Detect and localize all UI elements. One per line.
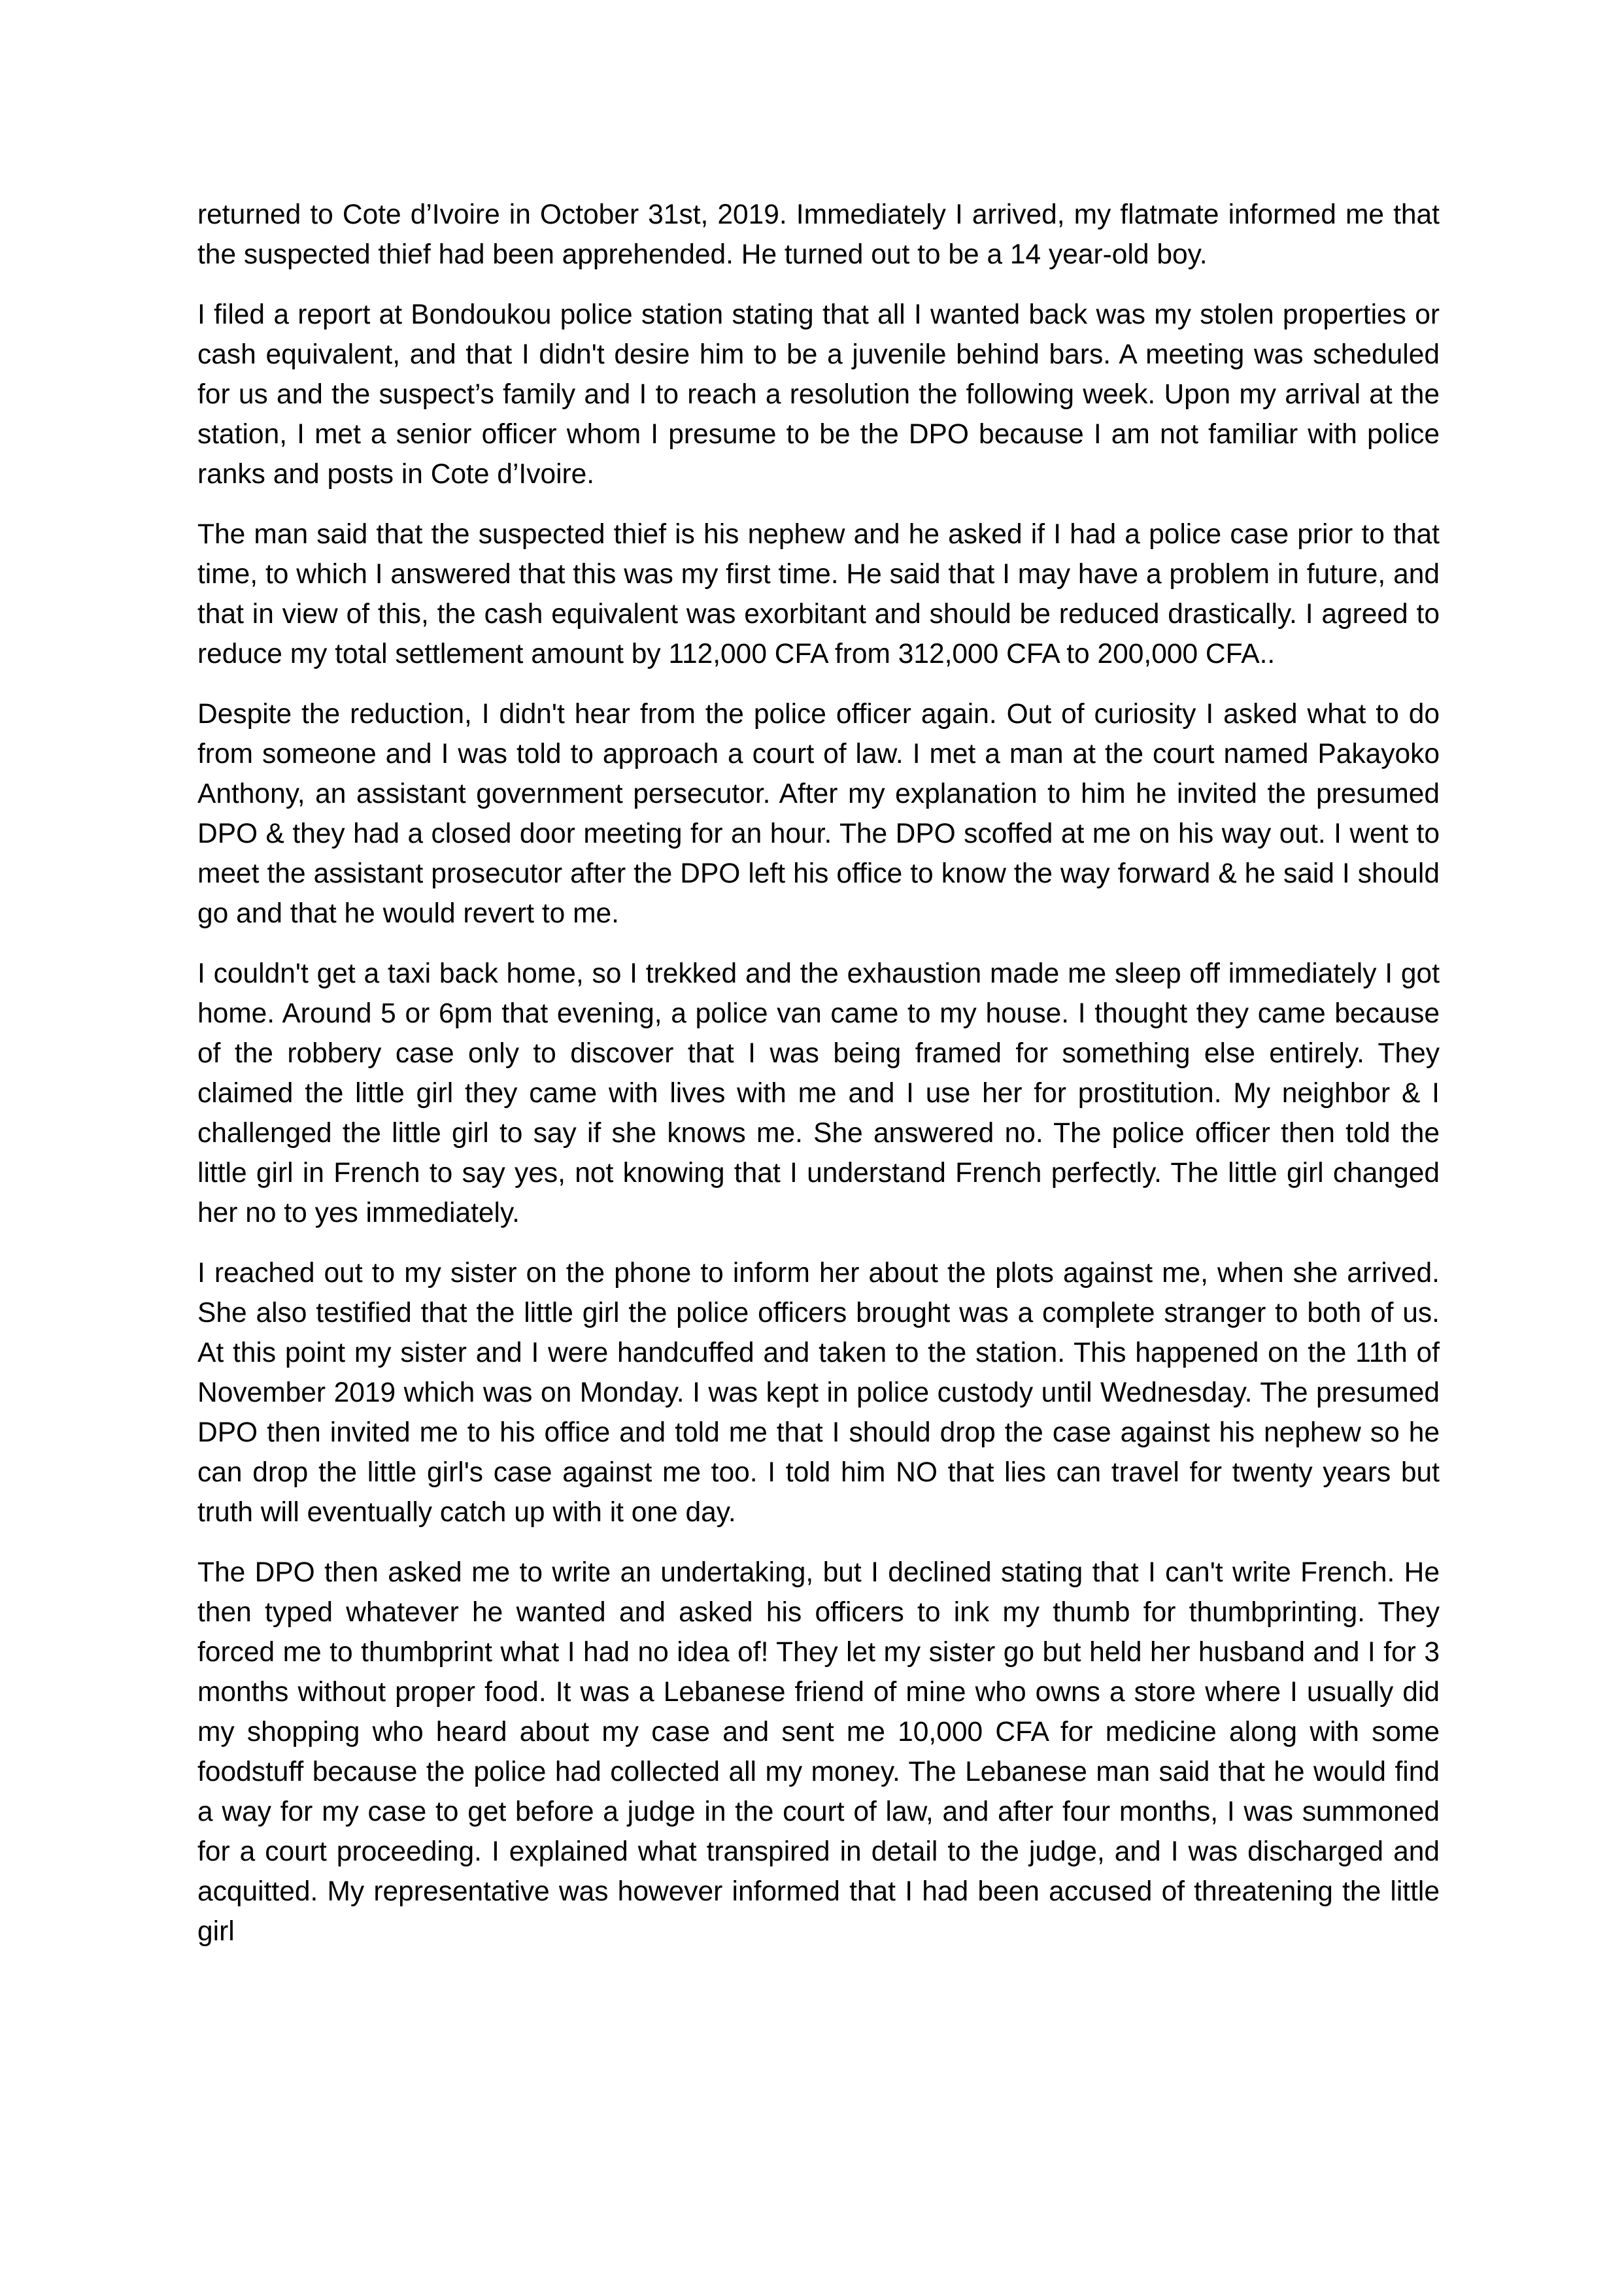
paragraph-1: returned to Cote d’Ivoire in October 31st, 2019. Immediately I arrived, my flatmate informed me that the suspected thief had been apprehended. He turned out to be a 14 year-old boy. — [197, 199, 1440, 270]
document-page — [197, 195, 1440, 1972]
paragraph-3: The man said that the suspected thief is his nephew and he asked if I had a police case prior to that time, to which I answered that this was my first time. He said that I may have a problem in future, and that in view of this, the cash equivalent was exorbitant and should be reduced drastically. I agreed to reduce my total settlement amount by 112,000 CFA from 312,000 CFA to 200,000 CFA.. — [197, 519, 1440, 669]
paragraph-7: The DPO then asked me to write an undertaking, but I declined stating that I can't write French. He then typed whatever he wanted and asked his officers to ink my thumb for thumbprinting. They forced me to thumbprint what I had no idea of! They let my sister go but held her husband and I for 3 months without proper food. It was a Lebanese friend of mine who owns a store where I usually did my shopping who heard about my case and sent me 10,000 CFA for medicine along with some foodstuff because the police had collected all my money. The Lebanese man said that he would find a way for my case to get before a judge in the court of law, and after four months, I was summoned for a court proceeding. I explained what transpired in detail to the judge, and I was discharged and acquitted. My representative was however informed that I had been accused of threatening the little girl — [197, 1557, 1440, 1947]
paragraph-6: I reached out to my sister on the phone to inform her about the plots against me, when she arrived. She also testified that the little girl the police officers brought was a complete stranger to both of us. At this point my sister and I were handcuffed and taken to the station. This happened on the 11th of November 2019 which was on Monday. I was kept in police custody until Wednesday. The presumed DPO then invited me to his office and told me that I should drop the case against his nephew so he can drop the little girl's case against me too. I told him NO that lies can travel for twenty years but truth will eventually catch up with it one day. — [197, 1258, 1440, 1528]
paragraph-2: I filed a report at Bondoukou police station stating that all I wanted back was my stolen properties or cash equivalent, and that I didn't desire him to be a juvenile behind bars. A meeting was scheduled for us and the suspect’s family and I to reach a resolution the following week. Upon my arrival at the station, I met a senior officer whom I presume to be the DPO because I am not familiar with police ranks and posts in Cote d’Ivoire. — [197, 299, 1440, 490]
paragraph-4: Despite the reduction, I didn't hear from the police officer again. Out of curiosity I asked what to do from someone and I was told to approach a court of law. I met a man at the court named Pakayoko Anthony, an assistant government persecutor. After my explanation to him he invited the presumed DPO & they had a closed door meeting for an hour. The DPO scoffed at me on his way out. I went to meet the assistant prosecutor after the DPO left his office to know the way forward & he said I should go and that he would revert to me. — [197, 699, 1440, 929]
paragraph-5: I couldn't get a taxi back home, so I trekked and the exhaustion made me sleep off immediately I got home. Around 5 or 6pm that evening, a police van came to my house. I thought they came because of the robbery case only to discover that I was being framed for something else entirely. They claimed the little girl they came with lives with me and I use her for prostitution. My neighbor & I challenged the little girl to say if she knows me. She answered no. The police officer then told the little girl in French to say yes, not knowing that I understand French perfectly. The little girl changed her no to yes immediately. — [197, 958, 1440, 1228]
